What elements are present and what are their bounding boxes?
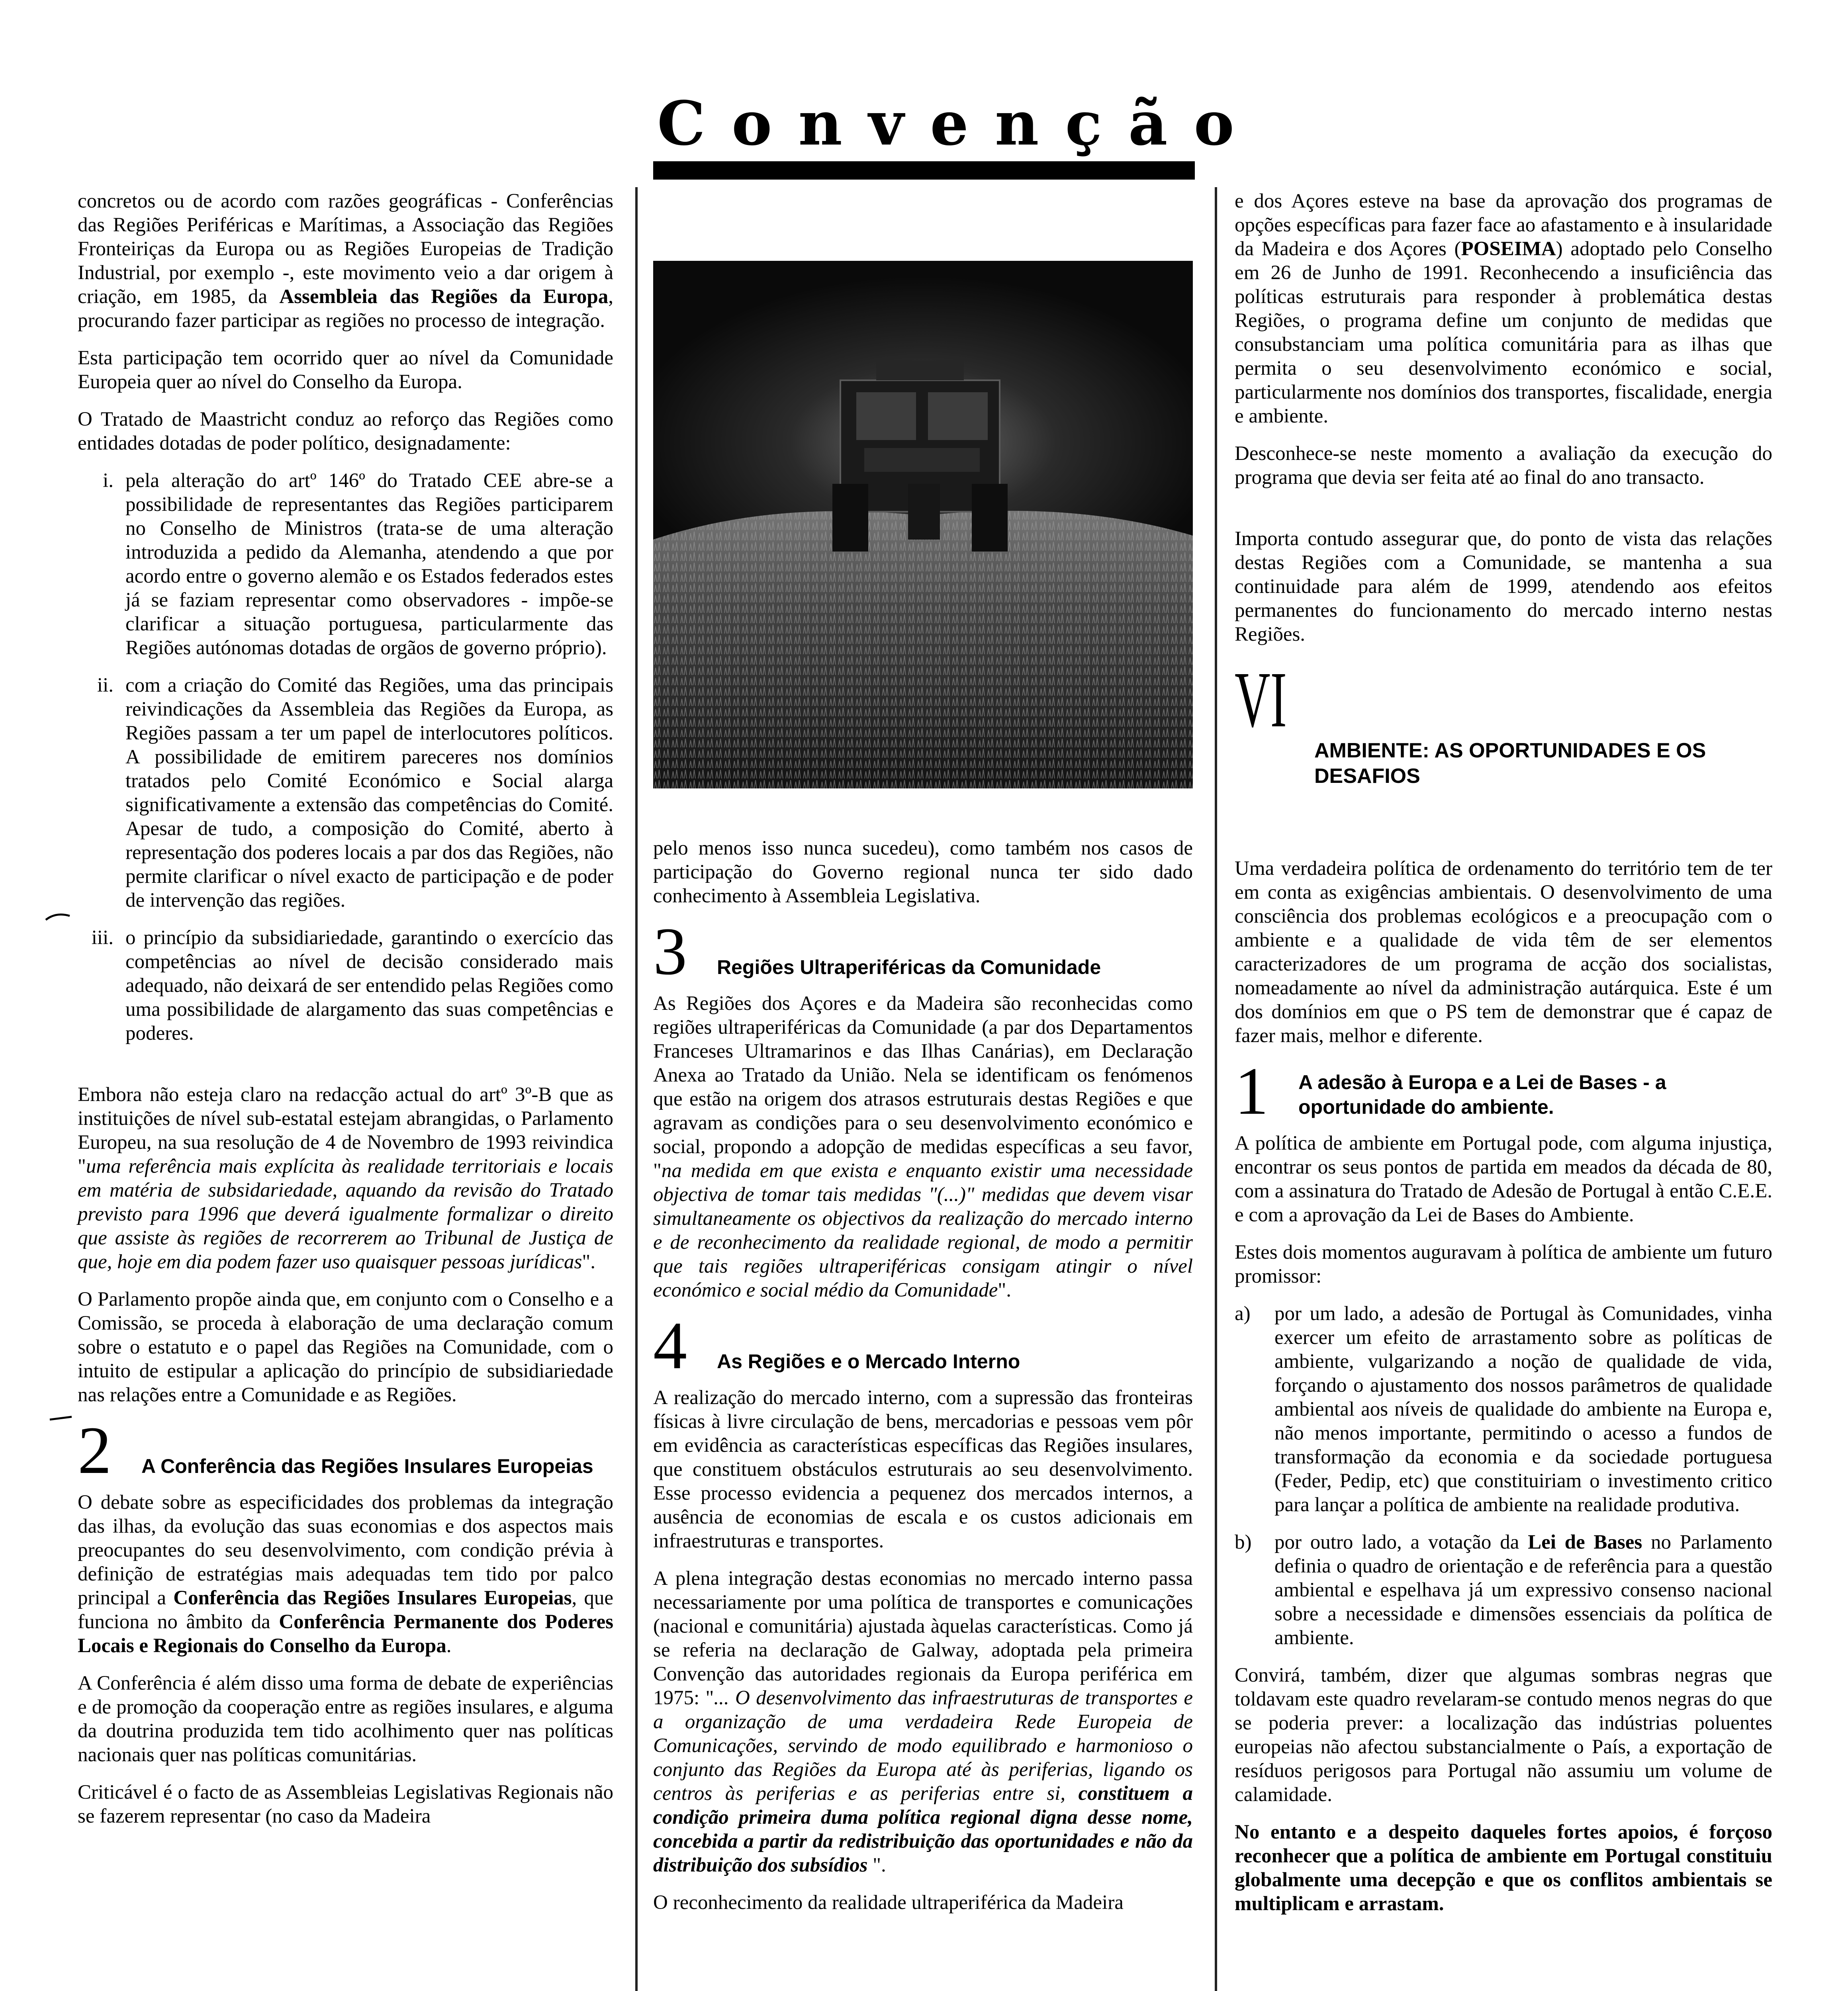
section-number: 1 xyxy=(1235,1054,1269,1128)
paragraph: O reconhecimento da realidade ultraperiférica da Madeira xyxy=(653,1891,1124,1914)
paragraph: A Conferência é além disso uma forma de debate de experiências e de promoção da cooperação entre as regiões insulares, e alguma da doutrina produzida tem tido acolhimento quer nas políticas nacionais quer nas políticas comunitárias. xyxy=(78,1672,613,1766)
tractor-photo xyxy=(653,261,1193,788)
paragraph: e dos Açores esteve na base da aprovação dos programas de opções específicas para fazer face ao afastamento e à insularidade da Madeira e dos Açores (POSEIMA) adoptado pelo Conselho em 26 de Junho de 1991. Reconhecendo a insuficiência das políticas estruturais para responder à problemática destas Regiões, o programa define um conjunto de medidas que consubstanciam uma política comunitária para as ilhas que permita o seu desenvolvimento económico e social, particularmente nos domínios dos transportes, fiscalidade, energia e ambiente. xyxy=(1235,190,1772,427)
paragraph: Criticável é o facto de as Assembleias Legislativas Regionais não se fazerem representar (no caso da Madeira xyxy=(78,1781,613,1827)
masthead-rule xyxy=(653,161,1195,180)
paragraph: A realização do mercado interno, com a supressão das fronteiras físicas à livre circulação de bens, mercadorias e pessoas vem pôr em evidência as características específicas das Regiões insulares, que constituem obstáculos estruturais ao seu desenvolvimento. Esse processo evidencia a pequenez dos mercados internos, a ausência de economias de escala e os custos adicionais em infraestruturas e transportes. xyxy=(653,1387,1193,1552)
paragraph: concretos ou de acordo com razões geográficas - Conferências das Regiões Periféricas e Marítimas, a Associação das Regiões Fronteiriças da Europa ou as Regiões Europeias de Tradição Industrial, por exemplo -, este movimento veio a dar origem à criação, em 1985, da Assembleia das Regiões da Europa, procurando fazer participar as regiões no processo de integração. xyxy=(78,190,613,332)
section-number: 2 xyxy=(78,1413,112,1488)
column-divider-left xyxy=(635,187,638,1991)
paragraph: O Parlamento propõe ainda que, em conjunto com o Conselho e a Comissão, se proceda à elaboração de uma declaração comum sobre o estatuto e o papel das Regiões na Comunidade, com o intuito de estipular a aplicação do princípio de subsidiariedade nas relações entre a Comunidade e as Regiões. xyxy=(78,1288,613,1406)
section-title: A adesão à Europa e a Lei de Bases - a oportunidade do ambiente. xyxy=(1298,1071,1666,1118)
list-item: iii. o princípio da subsidiariedade, garantindo o exercício das competências ao nível de decisão considerado mais adequado, não deixará de ser entendido pelas Regiões como uma possibilidade de alargamento das suas competências e poderes. xyxy=(91,927,613,1044)
chapter-title: AMBIENTE: AS OPORTUNIDADES E OS DESAFIOS xyxy=(1314,739,1706,788)
paragraph: O Tratado de Maastricht conduz ao reforço das Regiões como entidades dotadas de poder político, designadamente: xyxy=(78,408,613,454)
margin-mark xyxy=(48,1410,76,1426)
section-heading xyxy=(653,1308,1193,1383)
margin-mark xyxy=(44,908,72,924)
paragraph: Convirá, também, dizer que algumas sombras negras que toldavam este quadro revelaram-se contudo menos negras do que se poderia prever: a localização das indústrias poluentes europeias não afectou substancialmente o País, a exportação de resíduos perigosos para Portugal não assumiu um volume de calamidade. xyxy=(1235,1664,1772,1806)
paragraph: Estes dois momentos auguravam à política de ambiente um futuro promissor: xyxy=(1235,1241,1772,1287)
section-heading xyxy=(78,1413,613,1488)
list-item: i. pela alteração do artº 146º do Tratado CEE abre-se a possibilidade de representantes das Regiões participarem no Conselho de Ministros (trata-se de uma alteração introduzida a pedido da Alemanha, atendendo a que por acordo entre o governo alemão e os Estados federados estes já se faziam representar como observadores - impõe-se clarificar a situação portuguesa, particularmente das Regiões autónomas dotadas de orgãos de governo próprio). xyxy=(103,469,613,659)
paragraph: pelo menos isso nunca sucedeu), como também nos casos de participação do Governo regional nunca ter sido dado conhecimento à Assembleia Legislativa. xyxy=(653,837,1193,907)
list-item: b) por outro lado, a votação da Lei de Bases no Parlamento definia o quadro de orientação e de referência para a questão ambiental e espelhava já um expressivo consenso nacional sobre a necessidade e dimensões essenciais da política de ambiente. xyxy=(1235,1531,1773,1649)
section-heading xyxy=(653,914,1193,989)
paragraph: Desconhece-se neste momento a avaliação da execução do programa que devia ser feita até ao final do ano transacto. xyxy=(1235,442,1772,489)
section-title: Regiões Ultraperiféricas da Comunidade xyxy=(717,956,1101,978)
chapter-number: VI xyxy=(1235,656,1287,744)
list-item: ii. com a criação do Comité das Regiões, uma das principais reivindicações da Assembleia das Regiões da Europa, as Regiões passam a ter um papel de interlocutores políticos. A possibilidade de emitirem pareceres nos domínios tratados pelo Comité Económico e Social alarga significativamente a extensão das competências do Comité. Apesar de tudo, a composição do Comité, aberto à representação dos poderes locais a par dos das Regiões, não permite clarificar o nível exacto de participação e de poder de intervenção das regiões. xyxy=(97,674,613,911)
list-item: a) por um lado, a adesão de Portugal às Comunidades, vinha exercer um efeito de arrastamento sobre as políticas de ambiente, vulgarizando a noção de qualidade de vida, forçando o ajustamento dos nossos parâmetros de qualidade ambiental aos níveis de qualidade do ambiente na Europa e, não menos importante, permitindo o acesso a fundos de transformação da economia e da sociedade portuguesa (Feder, Pedip, etc) que constituiriam o investimento critico para lançar a política de ambiente na realidade produtiva. xyxy=(1235,1303,1772,1516)
column-divider-right xyxy=(1215,187,1217,1991)
section-title: A Conferência das Regiões Insulares Europeias xyxy=(141,1455,593,1477)
column-right xyxy=(1235,189,1772,1929)
paragraph: Importa contudo assegurar que, do ponto de vista das relações destas Regiões com a Comunidade, se mantenha a sua continuidade para além de 1999, atendendo aos efeitos permanentes do funcionamento do mercado interno nestas Regiões. xyxy=(1235,528,1772,645)
section-heading xyxy=(1235,1054,1772,1128)
paragraph: No entanto e a despeito daqueles fortes apoios, é forçoso reconhecer que a política de ambiente em Portugal constituiu globalmente uma decepção e que os conflitos ambientais se multiplicam e arrastam. xyxy=(1235,1821,1772,1915)
column-middle xyxy=(653,836,1193,1928)
section-number: 4 xyxy=(653,1308,687,1383)
paragraph: Embora não esteja claro na redacção actual do artº 3º-B que as instituições de nível sub-estatal estejam abrangidas, o Parlamento Europeu, na sua resolução de 4 de Novembro de 1993 reivindica "uma referência mais explícita às realidade territoriais e locais em matéria de subsidariedade, aquando da revisão do Tratado previsto para 1996 que deverá igualmente formalizar o direito que assiste às regiões de recorrerem ao Tribunal de Justiça de que, hoje em dia podem fazer uso quaisquer pessoas jurídicas". xyxy=(78,1084,613,1273)
section-masthead: Convenção xyxy=(657,88,1261,159)
paragraph: Uma verdadeira política de ordenamento do território tem de ter em conta as exigências ambientais. O desenvolvimento de uma consciência dos problemas ecológicos e a preocupação com o ambiente e a qualidade de vida têm de ser elementos caracterizadores de um programa de acção dos socialistas, nomeadamente ao nível da administração autárquica. Este é um dos domínios em que o PS tem de demonstrar que é capaz de fazer mais, melhor e diferente. xyxy=(1235,857,1772,1047)
paragraph: As Regiões dos Açores e da Madeira são reconhecidas como regiões ultraperiféricas da Comunidade (a par dos Departamentos Franceses Ultramarinos e das Ilhas Canárias), em Declaração Anexa ao Tratado da União. Nela se identificam os fenómenos que estão na origem dos atrasos estruturais destas Regiões e que agravam as condições para o seu desenvolvimento económico e social, propondo a adopção de medidas específicas a seu favor, "na medida em que exista e enquanto existir uma necessidade objectiva de tomar tais medidas "(...)" medidas que devem visar simultaneamente os objectivos da realização do mercado interno e de reconhecimento da realidade regional, de modo a permitir que tais regiões ultraperiféricas consigam atingir o nível económico e social médio da Comunidade". xyxy=(653,992,1193,1301)
section-title: As Regiões e o Mercado Interno xyxy=(717,1350,1020,1373)
paragraph: A plena integração destas economias no mercado interno passa necessariamente por uma política de transportes e comunicações (nacional e comunitária) ajustada àquelas características. Como já se referia na declaração de Galway, adoptada pela primeira Convenção das autoridades regionais da Europa periférica em 1975: "... O desenvolvimento das infraestruturas de transportes e a organização de uma verdadeira Rede Europeia de Comunicações, servindo de modo equilibrado e harmonioso o conjunto das Regiões da Europa até às periferias, ligando os centros às periferias e as periferias entre si, constituem a condição primeira duma política regional digna desse nome, concebida a partir da redistribuição das oportunidades e não da distribuição dos subsídios ". xyxy=(653,1567,1193,1876)
section-number: 3 xyxy=(653,914,687,989)
tractor-silhouette xyxy=(832,360,1008,552)
paragraph: A política de ambiente em Portugal pode, com alguma injustiça, encontrar os seus pontos de partida em meados da década de 80, com a assinatura do Tratado de Adesão de Portugal à então C.E.E. e com a aprovação da Lei de Bases do Ambiente. xyxy=(1235,1132,1772,1226)
column-left xyxy=(78,189,613,1842)
paragraph: O debate sobre as especificidades dos problemas da integração das ilhas, da evolução das suas economias e dos aspectos mais preocupantes do seu desenvolvimento, com condição prévia à definição de estratégias mais adequadas tem tido por palco principal a Conferência das Regiões Insulares Europeias, que funciona no âmbito da Conferência Permanente dos Poderes Locais e Regionais do Conselho da Europa. xyxy=(78,1491,613,1657)
paragraph: Esta participação tem ocorrido quer ao nível da Comunidade Europeia quer ao nível do Conselho da Europa. xyxy=(78,347,613,393)
